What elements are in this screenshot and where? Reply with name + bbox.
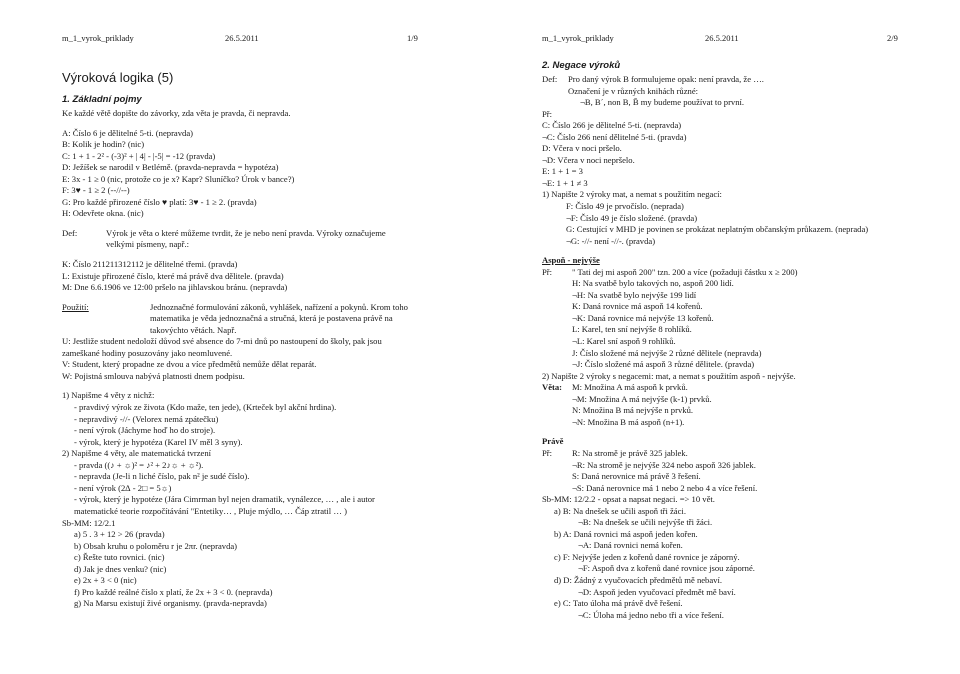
example-line: ¬K: Daná rovnice má nejvýše 13 kořenů. [572, 312, 714, 323]
exercise-item: e) 2x + 3 < 0 (nic) [74, 575, 137, 586]
example-line: M: Dne 6.6.1906 ve 12:00 pršelo na jihlavskou bránu. (nepravda) [62, 282, 288, 293]
example-line: zameškané hodiny posuzovány jako neomluvené. [62, 347, 233, 358]
theorem-line: N: Množina B má nejvýše n prvků. [572, 405, 694, 416]
exercise-item: e) C: Tato úloha má právě dvě řešení. [554, 598, 683, 609]
usage-text: Jednoznačné formulování zákonů, vyhlášek, nařízení a pokynů. Krom toho [150, 301, 408, 312]
example-line: B: Kolik je hodin? (nic) [62, 139, 145, 150]
example-line: L: Karel, ten sní nejvýše 8 rohlíků. [572, 324, 692, 335]
usage-text: takovýchto větách. Např. [150, 324, 237, 335]
example-line: F: 3♥ - 1 ≥ 2 (--//--) [62, 185, 130, 196]
definition-label: Def: [62, 227, 78, 238]
header-file: m_1_vyrok_priklady [542, 33, 614, 43]
example-line: ¬H: Na svatbě bylo nejvýše 199 lidí [572, 289, 697, 300]
example-line: D: Včera v noci pršelo. [542, 143, 622, 154]
task-heading: 1) Napište 2 výroky mat, a nemat s použitím negací: [542, 189, 722, 200]
task-heading: 2) Napišme 4 věty, ale matematická tvrzení [62, 448, 212, 459]
exercise-item: b) A: Daná rovnici má aspoň jeden kořen. [554, 528, 698, 539]
exercise-item: d) D: Žádný z vyučovacích předmětů mě nebaví. [554, 574, 722, 585]
example-line: R: Na stromě je právě 325 jablek. [572, 447, 688, 458]
example-line: E: 3x - 1 ≥ 0 (nic, protože co je x? Kapr? Sluníčko? Úrok v bance?) [62, 173, 295, 184]
exercise-item: ¬C: Úloha má jedno nebo tři a více řešení. [578, 609, 724, 620]
header-file: m_1_vyrok_priklady [62, 33, 134, 43]
example-label: Př: [542, 266, 553, 277]
task-heading: 1) Napišme 4 věty z nichž: [62, 390, 155, 401]
task-item: - výrok, který je hypotéze (Jára Cimrman byl nejen dramatik, vynálezce, … , ale i autor [74, 494, 375, 505]
intro-text: Ke každé větě dopište do závorky, zda věta je pravda, či nepravda. [62, 108, 291, 118]
task-item: - není výrok (Jáchyme hoď ho do stroje). [74, 425, 216, 436]
definition-text: Pro daný výrok B formulujeme opak: není pravda, že …. [568, 74, 764, 84]
example-line: ¬R: Na stromě je nejvýše 324 nebo aspoň 326 jablek. [572, 459, 756, 470]
definition-label: Def: [542, 74, 558, 84]
usage-text: matematika je věda jednoznačná a stručná, která je postavena právě na [150, 313, 393, 324]
task-item: - nepravda (Je-li n liché číslo, pak n² je sudé číslo). [74, 471, 250, 482]
example-line: W: Pojistná smlouva nabývá platnosti dnem podpisu. [62, 370, 245, 381]
task-item: - pravdivý výrok ze života (Kdo maže, ten jede), (Krteček byl akční hrdina). [74, 402, 337, 413]
definition-text: Označení je v různých knihách různé: [568, 85, 699, 96]
example-block [542, 267, 952, 371]
header-page: 1/9 [407, 33, 418, 43]
example-line: K: Daná rovnice má aspoň 14 kořenů. [572, 301, 703, 312]
exercise-item: g) Na Marsu existují živé organismy. (pravda-nepravda) [74, 598, 267, 609]
example-line: C: 1 + 1 - 2² - (-3)² + | 4| - |-5| = -12 (pravda) [62, 150, 216, 161]
exercise-item: a) 5 . 3 + 12 > 26 (pravda) [74, 529, 165, 540]
task-item: G: Cestující v MHD je povinen se prokázat neplatným občanským průkazem. (neprada) [566, 224, 869, 235]
page-title: Výroková logika (5) [62, 70, 174, 85]
usage-label: Použití: [62, 301, 89, 312]
subsection-heading: Právě [542, 436, 564, 447]
exercise-item: a) B: Na dnešek se učili aspoň tři žáci. [554, 505, 686, 516]
example-line: " Tati dej mi aspoň 200" tzn. 200 a více (požaduji částku x ≥ 200) [572, 266, 798, 277]
example-line: C: Číslo 266 je dělitelné 5-ti. (nepravda) [542, 120, 682, 131]
example-line: ¬J: Číslo složené má aspoň 3 různé dělitele. (pravda) [572, 359, 755, 370]
definition-text: Výrok je věta o které můžeme tvrdit, že je nebo není pravda. Výroky označujeme [106, 227, 386, 238]
definition-block [62, 228, 462, 251]
example-line: A: Číslo 6 je dělitelné 5-ti. (nepravda) [62, 127, 194, 138]
exercise-item: ¬B: Na dnešek se učili nejvýše tři žáci. [578, 517, 713, 528]
exercise-item: d) Jak je dnes venku? (nic) [74, 563, 167, 574]
exercise-reference: Sb-MM: 12/2.2 - opsat a napsat negaci. => 10 vět. [542, 494, 715, 505]
task-item: ¬F: Číslo 49 je číslo složené. (pravda) [566, 212, 698, 223]
exercise-item: ¬F: Aspoň dva z kořenů dané rovnice jsou záporné. [578, 563, 755, 574]
example-block [542, 448, 952, 494]
header-page: 2/9 [887, 33, 898, 43]
task-item: ¬G: -//- není -//-. (pravda) [566, 235, 656, 246]
theorem-block [542, 382, 952, 428]
example-line: ¬L: Karel sní aspoň 9 rohlíků. [572, 336, 676, 347]
exercise-item: c) F: Nejvýše jeden z kořenů dané rovnice je záporný. [554, 551, 740, 562]
example-line: V: Student, který propadne ze dvou a více předmětů nemůže dělat reparát. [62, 359, 317, 370]
example-line: ¬E: 1 + 1 ≠ 3 [542, 177, 588, 188]
definition-block [542, 74, 952, 109]
example-line: K: Číslo 211211312112 je dělitelné třemi. (pravda) [62, 259, 238, 270]
theorem-line: M: Množina A má aspoň k prvků. [572, 382, 688, 393]
example-label: Př: [542, 108, 553, 119]
example-line: H: Na svatbě bylo takových no, aspoň 200 lidí. [572, 278, 734, 289]
example-line: H: Odevřete okna. (nic) [62, 208, 144, 219]
theorem-line: ¬M: Množina A má nejvýše (k-1) prvků. [572, 393, 712, 404]
example-line: G: Pro každé přirozené číslo ♥ platí: 3♥ - 1 ≥ 2. (pravda) [62, 196, 257, 207]
example-label: Př: [542, 447, 553, 458]
page-right [480, 0, 960, 674]
theorem-label: Věta: [542, 382, 563, 393]
exercise-item: f) Pro každé reálné číslo x platí, že 2x + 3 < 0. (nepravda) [74, 586, 273, 597]
header-date: 26.5.2011 [705, 33, 739, 43]
exercise-item: ¬A: Daná rovnici nemá kořen. [578, 540, 683, 551]
right-column [542, 60, 952, 621]
section-heading: 2. Negace výroků [542, 60, 621, 71]
usage-block [62, 302, 462, 337]
example-line: U: Jestliže student nedoloží důvod své absence do 7-mi dnů po nastoupení do školy, pak jsou [62, 336, 382, 347]
task-heading: 2) Napište 2 výroky s negacemi: mat, a nemat s použitím aspoň - nejvýše. [542, 370, 796, 381]
example-line: ¬D: Včera v noci nepršelo. [542, 154, 635, 165]
task-item: F: Číslo 49 je prvočíslo. (neprada) [566, 201, 684, 212]
example-line: S: Daná nerovnice má právě 3 řešení. [572, 471, 701, 482]
exercise-reference: Sb-MM: 12/2.1 [62, 517, 116, 528]
task-item: - nepravdivý -//- (Velorex nemá zpátečku) [74, 413, 219, 424]
example-line: E: 1 + 1 = 3 [542, 166, 583, 177]
exercise-item: ¬D: Aspoň jeden vyučovací předmět mě baví. [578, 586, 736, 597]
task-item: - výrok, který je hypotéza (Karel IV měl 3 syny). [74, 436, 243, 447]
left-column [62, 70, 462, 610]
theorem-line: ¬N: Množina B má aspoň (n+1). [572, 416, 685, 427]
task-item: matematické teorie rozpočítávání "Entetiky… , Pluje mýdlo, … Čáp ztratil … ) [74, 505, 347, 516]
example-line: ¬S: Daná nerovnice má 1 nebo 2 nebo 4 a více řešení. [572, 482, 758, 493]
subsection-heading: Aspoň - nejvýše [542, 255, 600, 266]
header-date: 26.5.2011 [225, 33, 259, 43]
example-line: J: Číslo složené má nejvýše 2 různé dělitele (nepravda) [572, 347, 762, 358]
exercise-item: b) Obsah kruhu o poloměru r je 2πr. (nepravda) [74, 540, 238, 551]
example-line: D: Ježíšek se narodil v Betlémě. (pravda-nepravda = hypotéza) [62, 162, 279, 173]
task-item: - není výrok (2∆ - 2□ = 5☼) [74, 482, 172, 493]
example-line: L: Existuje přirozené číslo, které má právě dva dělitele. (pravda) [62, 270, 284, 281]
definition-text: velkými písmeny, např.: [106, 239, 189, 250]
definition-text: ¬B, B´, non B, B̄ my budeme používat to první. [580, 97, 745, 108]
example-line: ¬C: Číslo 266 není dělitelné 5-ti. (pravda) [542, 131, 687, 142]
section-heading: 1. Základní pojmy [62, 94, 142, 105]
task-item: - pravda ((♪ + ☼)² = ♪² + 2♪☼ + ☼²). [74, 459, 204, 470]
exercise-item: c) Řešte tuto rovnici. (nic) [74, 552, 165, 563]
